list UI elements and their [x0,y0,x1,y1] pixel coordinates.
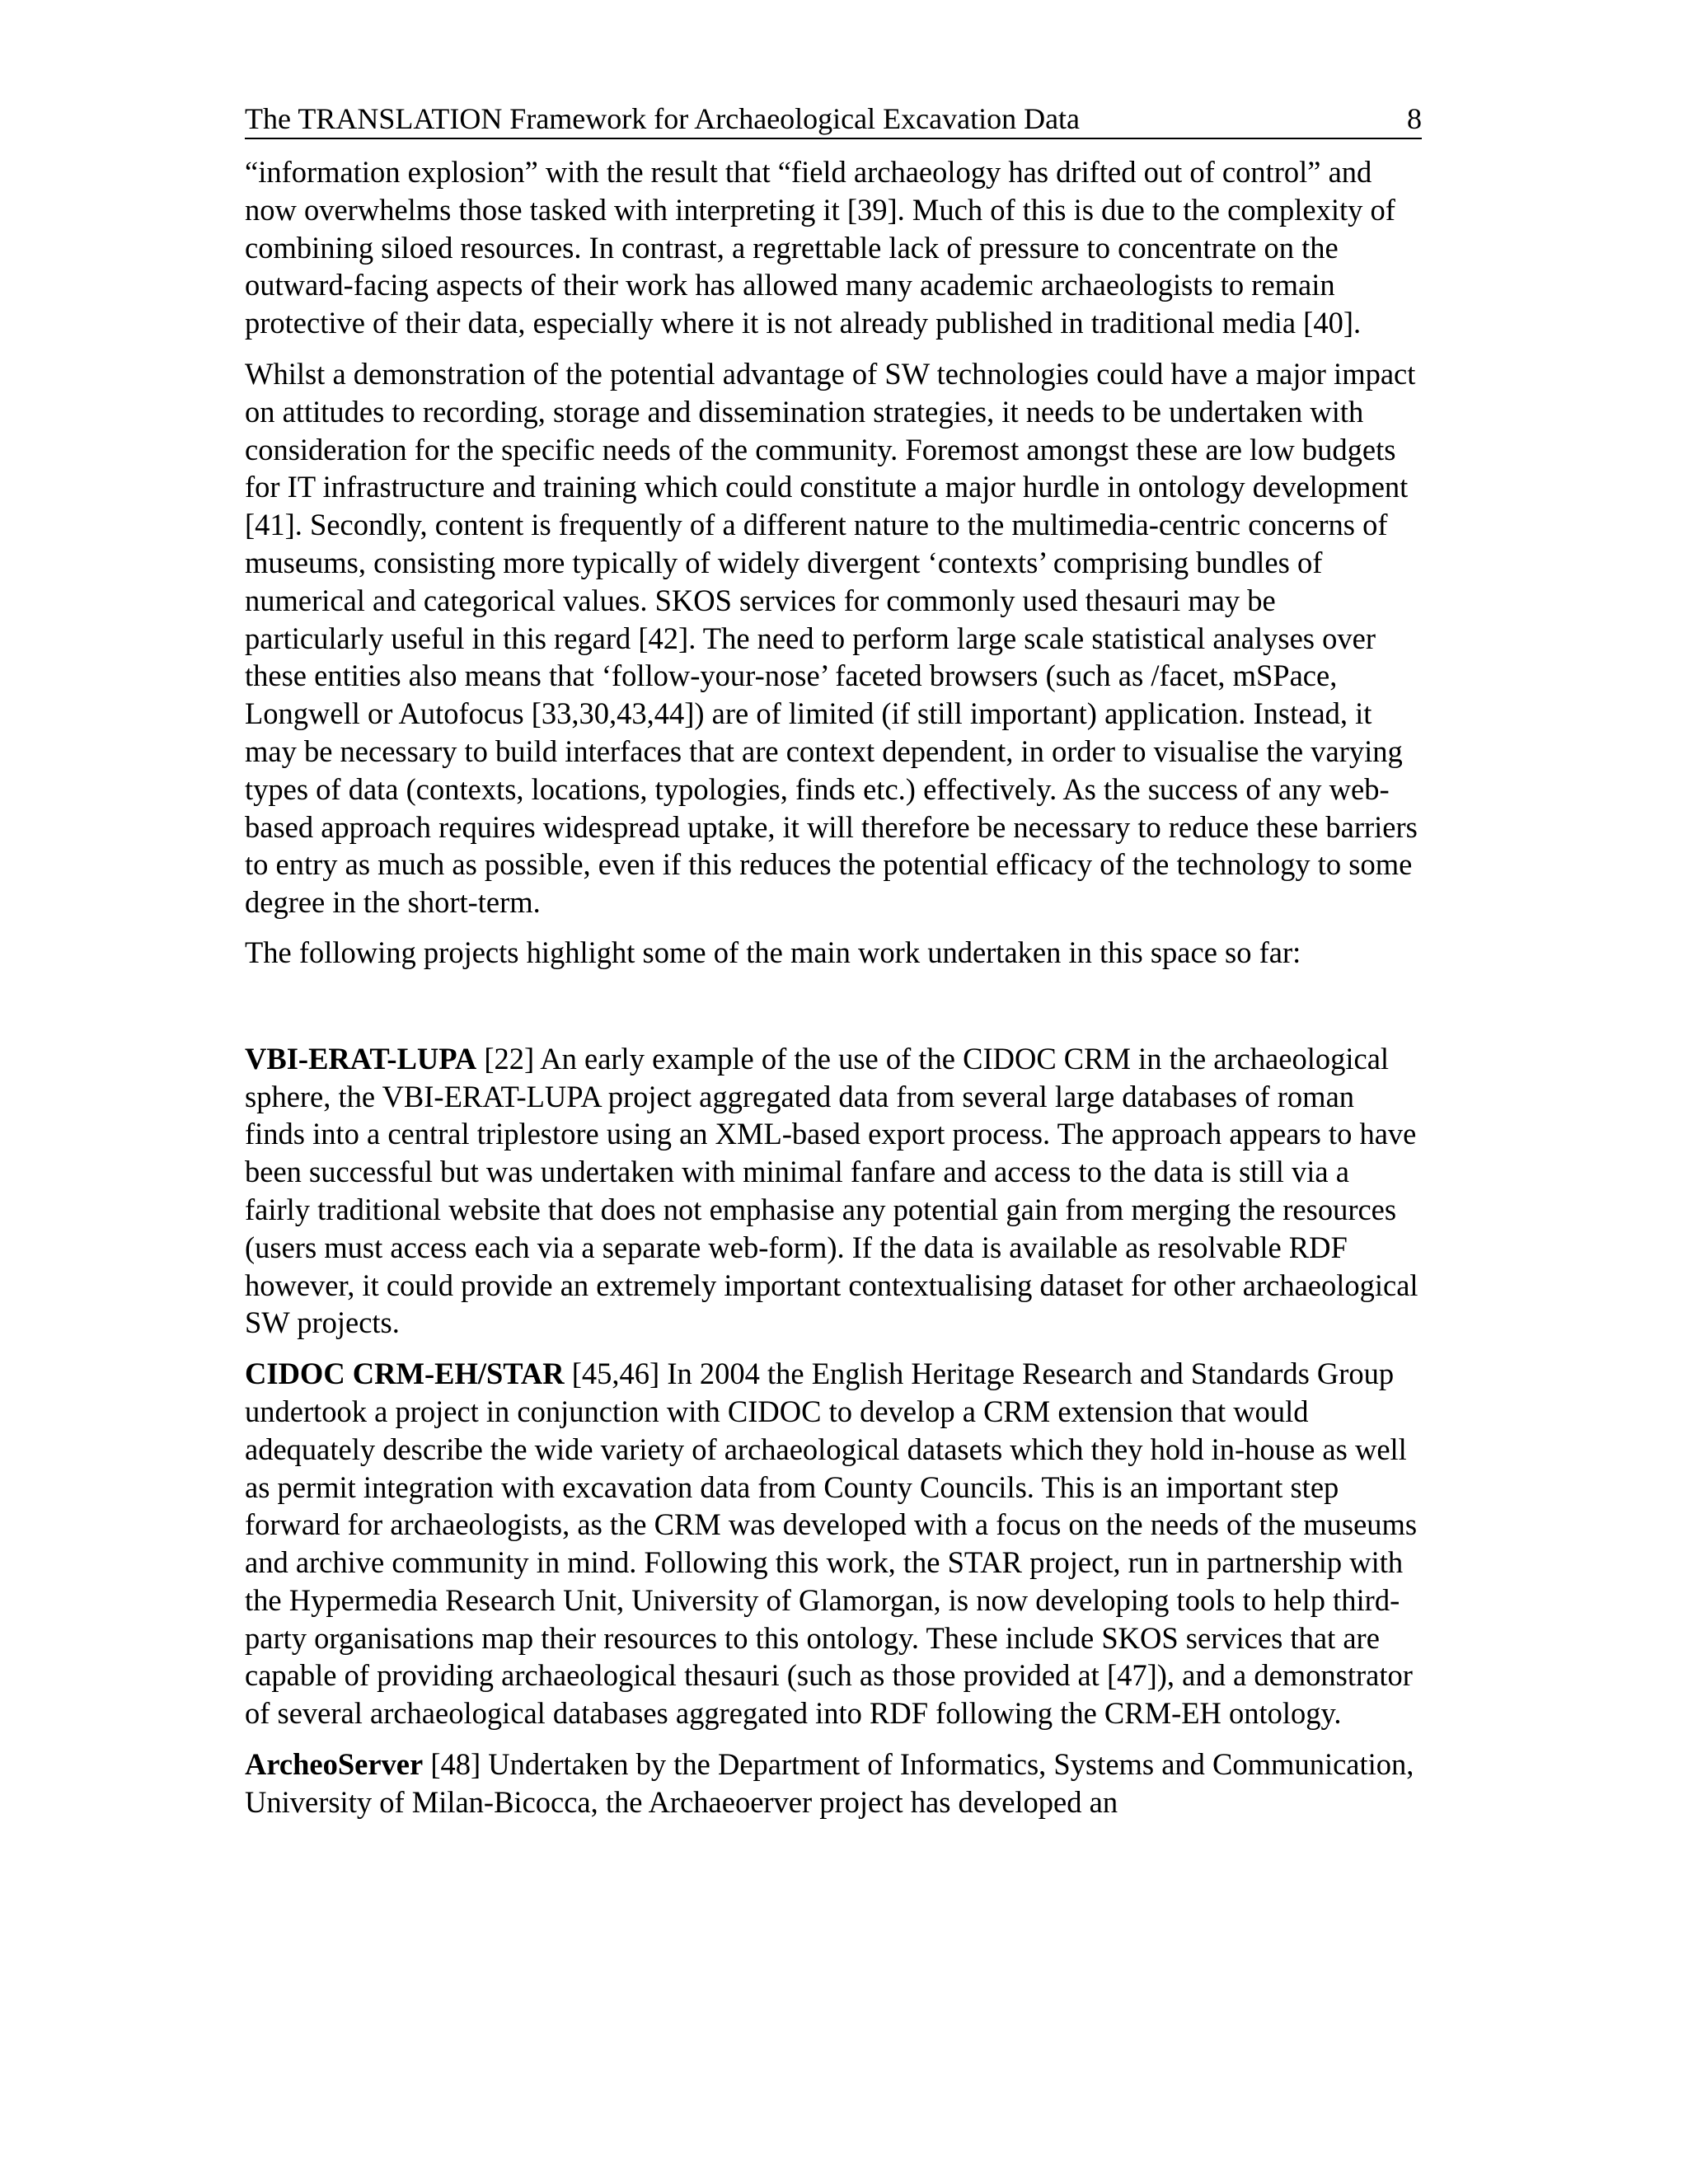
body-text [245,153,1422,1835]
page-header [245,101,1422,139]
project-description: [45,46] In 2004 the English Heritage Research and Standards Group undertook a project in conjunction with CIDOC to develop a CRM extension that would adequately describe the wide variety of archaeological datasets which they hold in-house as well as permit integration with excavation data from County Councils. This is an important step forward for archaeologists, as the CRM was developed with a focus on the needs of the museums and archive community in mind. Following this work, the STAR project, run in partnership with the Hypermedia Research Unit, University of Glamorgan, is now developing tools to help third-party organisations map their resources to this ontology. These include SKOS services that are capable of providing archaeological thesauri (such as those provided at [47]), and a demonstrator of several archaeological databases aggregated into RDF following the CRM-EH ontology. [245,1357,1418,1731]
project-name: VBI-ERAT-LUPA [245,1041,477,1076]
paragraph-sw-advantage: Whilst a demonstration of the potential advantage of SW technologies could have a major impact on attitudes to recording, storage and dissemination strategies, it needs to be undertaken with consideration for the specific needs of the community. Foremost amongst these are low budgets for IT infrastructure and training which could constitute a major hurdle in ontology development [41]. Secondly, content is frequently of a different nature to the multimedia-centric concerns of museums, consisting more typically of widely divergent ‘contexts’ comprising bundles of numerical and categorical values. SKOS services for commonly used thesauri may be particularly useful in this regard [42]. The need to perform large scale statistical analyses over these entities also means that ‘follow-your-nose’ faceted browsers (such as /facet, mSPace, Longwell or Autofocus [33,30,43,44]) are of limited (if still important) application. Instead, it may be necessary to build interfaces that are context dependent, in order to visualise the varying types of data (contexts, locations, typologies, finds etc.) effectively. As the success of any web-based approach requires widespread uptake, it will therefore be necessary to reduce these barriers to entry as much as possible, even if this reduces the potential efficacy of the technology to some degree in the short-term. [245,356,1418,920]
running-title: The TRANSLATION Framework for Archaeological Excavation Data [245,102,1081,135]
paragraph-projects-lead-in: The following projects highlight some of the main work undertaken in this space so far: [245,935,1301,969]
project-entry-vbi-erat-lupa [245,1040,1422,1342]
project-name: ArcheoServer [245,1747,424,1782]
project-description: [22] An early example of the use of the CIDOC CRM in the archaeological sphere, the VBI-ERAT-LUPA project aggregated data from several large databases of roman finds into a central triplestore using an XML-based export process. The approach appears to have been successful but was undertaken with minimal fanfare and access to the data is still via a fairly traditional website that does not emphasise any potential gain from merging the resources (users must access each via a separate web-form). If the data is available as resolvable RDF however, it could provide an extremely important contextualising dataset for other archaeological SW projects. [245,1041,1418,1340]
project-entry-archeoserver [245,1746,1422,1821]
project-name: CIDOC CRM-EH/STAR [245,1357,565,1391]
page-number: 8 [1407,102,1422,135]
project-description: [48] Undertaken by the Department of Informatics, Systems and Communication, University of Milan-Bicocca, the Archaeoerver project has developed an [245,1747,1414,1819]
project-entry-cidoc-crm-eh [245,1355,1422,1732]
paragraph-information-explosion: “information explosion” with the result that “field archaeology has drifted out of control” and now overwhelms those tasked with interpreting it [39]. Much of this is due to the complexity of combining siloed resources. In contrast, a regrettable lack of pressure to concentrate on the outward-facing aspects of their work has allowed many academic archaeologists to remain protective of their data, especially where it is not already published in traditional media [40]. [245,155,1395,340]
